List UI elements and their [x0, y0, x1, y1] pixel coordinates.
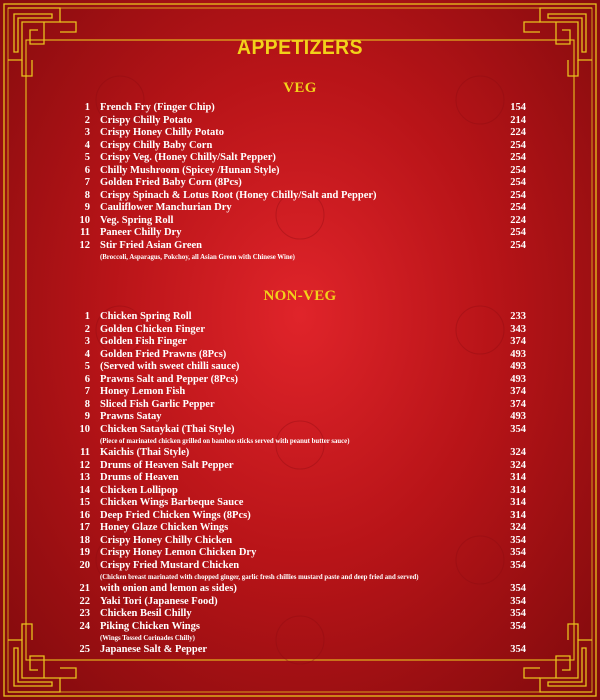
item-number: 10	[79, 214, 90, 226]
item-price: 233	[510, 311, 526, 322]
item-price: 493	[510, 348, 526, 360]
item-price: 374	[510, 386, 526, 397]
item-number: 12	[79, 459, 90, 471]
item-number: 6	[84, 164, 90, 176]
menu-item	[0, 349, 600, 362]
item-name: (Served with sweet chilli sauce)	[100, 361, 240, 372]
item-number: 8	[84, 189, 90, 201]
item-name: Prawns Salt and Pepper (8Pcs)	[100, 373, 239, 385]
item-number: 4	[84, 139, 90, 151]
item-price: 254	[510, 189, 526, 201]
item-number: 8	[84, 398, 90, 410]
item-name: Honey Glaze Chicken Wings	[100, 522, 229, 533]
item-number: 16	[79, 509, 90, 521]
item-price: 314	[510, 509, 526, 521]
item-number: 24	[79, 620, 90, 632]
menu-item	[0, 102, 600, 115]
item-number: 7	[84, 386, 90, 397]
menu-item	[0, 202, 600, 215]
nonveg-heading: NON-VEG	[263, 288, 337, 304]
veg-list	[0, 102, 600, 263]
item-name: Stir Fried Asian Green	[100, 239, 202, 251]
item-number: 13	[79, 472, 90, 483]
item-name: Chicken Lollipop	[100, 484, 178, 496]
item-name: Cauliflower Manchurian Dry	[100, 202, 232, 213]
item-note: (Broccoli, Asparagus, Pokchoy, all Asian Green with Chinese Wine)	[100, 254, 295, 261]
menu-item	[0, 621, 600, 634]
menu-item	[0, 460, 600, 473]
menu-item	[0, 140, 600, 153]
item-price: 354	[510, 583, 526, 594]
item-price: 254	[510, 164, 526, 176]
menu-item	[0, 424, 600, 437]
menu-item	[0, 485, 600, 498]
item-number: 25	[79, 644, 90, 655]
item-number: 12	[79, 239, 90, 251]
item-name: Prawns Satay	[100, 411, 162, 422]
menu-item	[0, 361, 600, 374]
menu-item	[0, 127, 600, 140]
nonveg-list	[0, 311, 600, 657]
item-name: Japanese Salt & Pepper	[100, 644, 208, 655]
veg-heading: VEG	[283, 80, 317, 96]
item-price: 354	[510, 644, 526, 655]
item-number: 3	[84, 127, 90, 138]
item-name: Crispy Chilly Potato	[100, 114, 193, 126]
menu-item	[0, 374, 600, 387]
menu-item	[0, 311, 600, 324]
item-name: Sliced Fish Garlic Pepper	[100, 398, 215, 410]
item-name: Yaki Tori (Japanese Food)	[100, 595, 218, 607]
menu-item	[0, 115, 600, 128]
item-price: 324	[510, 459, 526, 471]
item-number: 7	[84, 177, 90, 188]
item-name: Chicken Wings Barbeque Sauce	[100, 497, 244, 508]
menu-item	[0, 608, 600, 621]
menu-item	[0, 510, 600, 523]
item-price: 354	[510, 559, 526, 571]
item-price: 314	[510, 497, 526, 508]
item-price: 254	[510, 177, 526, 188]
item-price: 254	[510, 202, 526, 213]
item-price: 254	[510, 139, 526, 151]
item-price: 254	[510, 239, 526, 251]
item-name: Crispy Veg. (Honey Chilly/Salt Pepper)	[100, 152, 276, 163]
item-name: Crispy Chilly Baby Corn	[100, 139, 213, 151]
item-name: Chicken Spring Roll	[100, 311, 192, 322]
item-number: 11	[80, 447, 90, 458]
item-note: (Piece of marinated chicken grilled on bamboo sticks served with peanut butter sauce)	[100, 438, 350, 445]
menu-item	[0, 447, 600, 460]
item-price: 374	[510, 336, 526, 347]
menu-item	[0, 560, 600, 573]
item-price: 224	[510, 214, 526, 226]
item-price: 254	[510, 152, 526, 163]
item-name: with onion and lemon as sides)	[100, 583, 237, 594]
item-price: 354	[510, 534, 526, 546]
item-price: 324	[510, 447, 526, 458]
menu-item	[0, 152, 600, 165]
item-number: 14	[79, 484, 90, 496]
item-name: Veg. Spring Roll	[100, 214, 174, 226]
item-number: 6	[84, 373, 90, 385]
item-price: 343	[510, 323, 526, 335]
item-name: Drums of Heaven	[100, 472, 179, 483]
item-number: 2	[84, 323, 90, 335]
menu-item	[0, 215, 600, 228]
item-number: 20	[79, 559, 90, 571]
item-name: Honey Lemon Fish	[100, 386, 186, 397]
item-name: Piking Chicken Wings	[100, 620, 200, 632]
item-name: Golden Fried Prawns (8Pcs)	[100, 348, 227, 360]
item-note: (Chicken breast marinated with chopped ginger, garlic fresh chillies mustard paste and deep fried and served)	[100, 574, 419, 581]
item-number: 2	[84, 114, 90, 126]
item-number: 15	[79, 497, 90, 508]
item-name: Kaichis (Thai Style)	[100, 447, 190, 458]
item-number: 3	[84, 336, 90, 347]
menu-item	[0, 240, 600, 253]
item-number: 9	[84, 202, 90, 213]
item-price: 354	[510, 620, 526, 632]
item-price: 154	[510, 102, 526, 113]
menu-item	[0, 644, 600, 657]
item-note: (Wings Tossed Corinades Chilly)	[100, 635, 195, 642]
item-name: Crispy Honey Chilly Potato	[100, 127, 224, 138]
item-name: Crispy Fried Mustard Chicken	[100, 559, 240, 571]
item-price: 354	[510, 595, 526, 607]
item-name: Crispy Honey Lemon Chicken Dry	[100, 547, 257, 558]
menu-item	[0, 497, 600, 510]
menu-item	[0, 336, 600, 349]
item-name: Golden Chicken Finger	[100, 323, 206, 335]
menu-item	[0, 547, 600, 560]
item-name: Deep Fried Chicken Wings (8Pcs)	[100, 509, 251, 521]
item-name: French Fry (Finger Chip)	[100, 102, 215, 113]
item-number: 9	[84, 411, 90, 422]
item-number: 21	[79, 583, 90, 594]
page-title: APPETIZERS	[237, 36, 363, 59]
item-price: 354	[510, 547, 526, 558]
item-price: 224	[510, 127, 526, 138]
item-name: Paneer Chilly Dry	[100, 227, 182, 238]
menu-item	[0, 411, 600, 424]
item-number: 19	[79, 547, 90, 558]
item-price: 354	[510, 423, 526, 435]
item-number: 17	[79, 522, 90, 533]
menu-item	[0, 472, 600, 485]
item-number: 4	[84, 348, 90, 360]
item-price: 374	[510, 398, 526, 410]
item-number: 1	[84, 311, 90, 322]
item-number: 18	[79, 534, 90, 546]
item-name: Golden Fish Finger	[100, 336, 187, 347]
item-number: 10	[79, 423, 90, 435]
item-price: 493	[510, 361, 526, 372]
item-name: Drums of Heaven Salt Pepper	[100, 459, 234, 471]
item-name: Crispy Honey Chilly Chicken	[100, 534, 233, 546]
menu-item	[0, 399, 600, 412]
item-name: Chilly Mushroom (Spicey /Hunan Style)	[100, 164, 280, 176]
menu-item	[0, 386, 600, 399]
item-number: 1	[84, 102, 90, 113]
item-price: 324	[510, 522, 526, 533]
item-price: 314	[510, 472, 526, 483]
menu-item	[0, 535, 600, 548]
item-name: Chicken Sataykai (Thai Style)	[100, 423, 235, 435]
item-number: 23	[79, 608, 90, 619]
menu-item	[0, 324, 600, 337]
item-price: 314	[510, 484, 526, 496]
item-price: 254	[510, 227, 526, 238]
item-number: 22	[79, 595, 90, 607]
item-price: 214	[510, 114, 526, 126]
menu-item	[0, 177, 600, 190]
item-price: 493	[510, 373, 526, 385]
menu-item	[0, 596, 600, 609]
item-name: Crispy Spinach & Lotus Root (Honey Chilly/Salt and Pepper)	[100, 189, 377, 201]
menu-item	[0, 583, 600, 596]
item-name: Chicken Besil Chilly	[100, 608, 192, 619]
item-number: 5	[84, 152, 90, 163]
menu-item	[0, 227, 600, 240]
menu-item	[0, 522, 600, 535]
item-name: Golden Fried Baby Corn (8Pcs)	[100, 177, 242, 188]
item-number: 5	[84, 361, 90, 372]
item-price: 493	[510, 411, 526, 422]
item-price: 354	[510, 608, 526, 619]
menu-item	[0, 165, 600, 178]
item-number: 11	[80, 227, 90, 238]
menu-item	[0, 190, 600, 203]
